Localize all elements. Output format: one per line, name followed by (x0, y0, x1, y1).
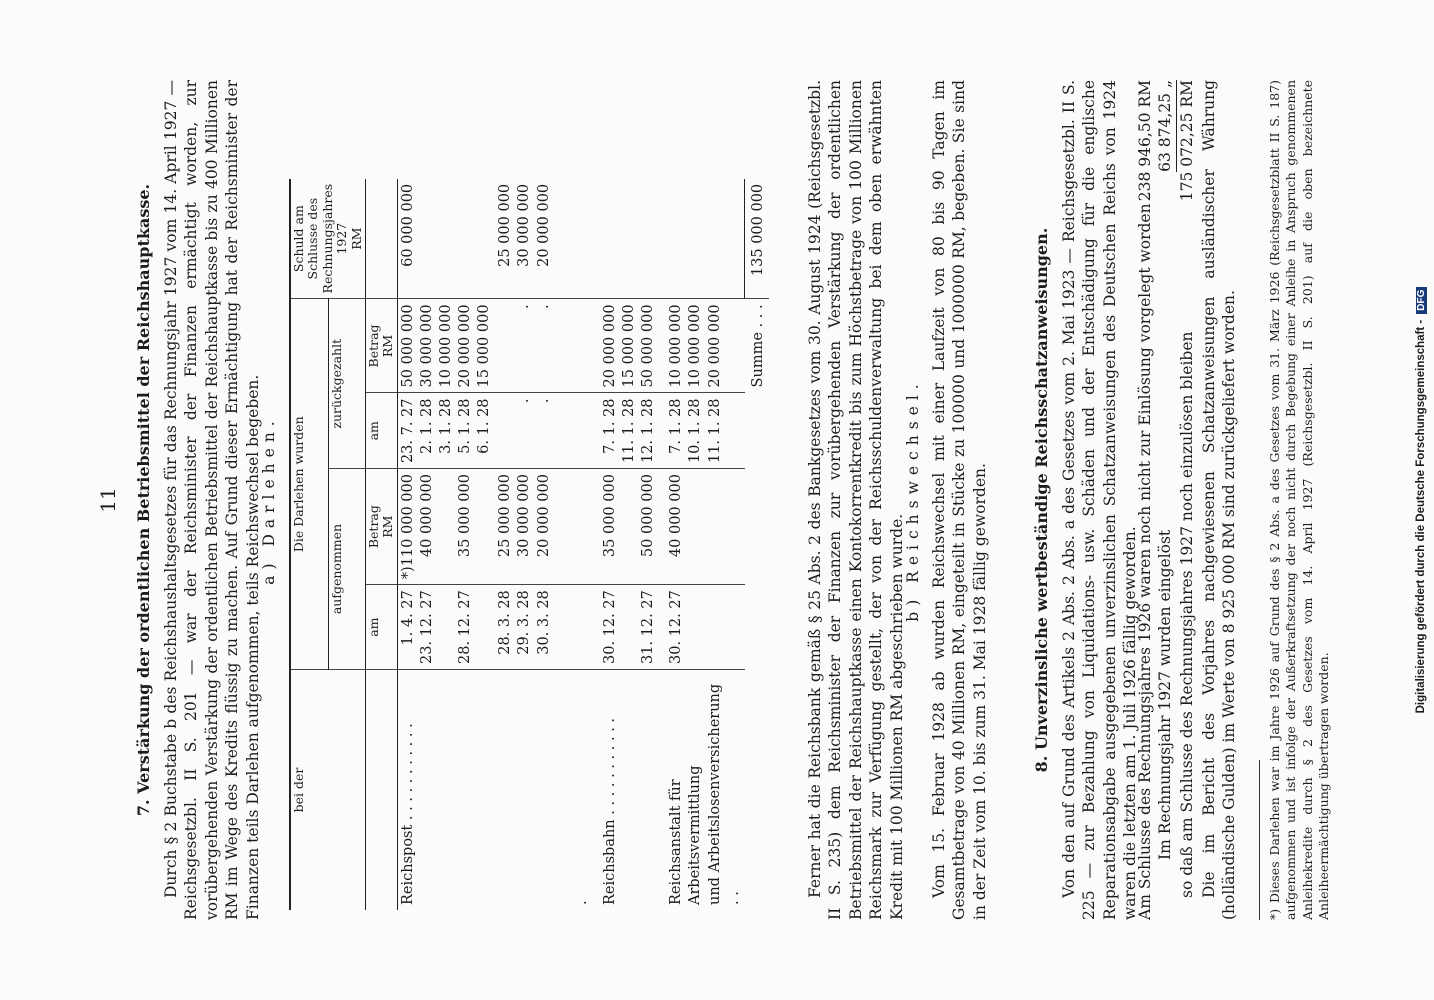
row-am2: . . (495, 393, 593, 469)
gulden-paragraph: Die im Bericht des Vorjahres nachgewiesenen Schatzanweisungen ausländischer Währung (holländische Gulden) im Werte von 8 925 000 RM sind zurückgeliefert worden. (1200, 80, 1239, 920)
loans-table-wrapper (289, 80, 769, 910)
row-am: 1. 4. 27 23. 12. 27 28. 12. 27 (397, 585, 495, 670)
table-row (659, 179, 745, 910)
spacer-cell (745, 469, 770, 585)
row-betrag2: . . (495, 299, 593, 393)
row-schuld: 25 000 000 30 000 000 20 000 000 (495, 179, 593, 299)
col-bei-header: bei der (290, 670, 365, 911)
col-betrag-header: Betrag RM (365, 469, 397, 585)
col-schuld-header: Schuld am Schlusse des Rechnungsjahres 1927 RM (290, 179, 365, 299)
einloesung-lines (1135, 80, 1197, 920)
row-am2: 7. 1. 28 11. 1. 28 12. 1. 28 (593, 393, 659, 469)
group-header: Die Darlehen wurden (290, 299, 328, 670)
summe-label: Summe . . . (749, 304, 766, 388)
summe-value: 135 000 000 (745, 179, 770, 299)
section-7-heading: 7. Verstärkung der ordentlichen Betriebsmittel der Reichshauptkasse. (134, 183, 153, 817)
line2-text: Im Rechnungsjahr 1927 wurden eingelöst (1156, 529, 1175, 860)
row-betrag2: 10 000 000 10 000 000 20 000 000 (659, 299, 745, 393)
row-am: 30. 12. 27 (659, 585, 745, 670)
row-am: 30. 12. 27 31. 12. 27 (593, 585, 659, 670)
footnote: *) Dieses Darlehen war im Jahre 1926 auf Grund des § 2 Abs. a des Gesetzes vom 31. März 1926 (Reichsgesetzblatt II S. 187) aufgenommen und ist infolge der Außerkraftsetzung der noch nicht durch Begebung einer Anleihe in Anspruch genommenen Anleihekredite durch § 2 des Gesetzes vom 14. April 1927 (Reichsgesetzbl. II S. 201) auf die oben bezeichnete Anleiheermächtigung übertragen worden. (1267, 80, 1331, 920)
line1-value: 238 946,50 RM (1136, 80, 1154, 202)
row-betrag: 35 000 000 50 000 000 (593, 469, 659, 585)
row-bei: Reichsbahn . . . . . . . . . . . (601, 717, 618, 905)
sub-zurueck-header: zurückgezahlt (328, 299, 365, 469)
row-am2: 7. 1. 28 10. 1. 28 11. 1. 28 (659, 393, 745, 469)
line2-value: 63 874,25 „ (1155, 80, 1176, 172)
row-schuld (659, 179, 745, 299)
row-betrag2: 50 000 000 30 000 000 10 000 000 20 000 000 15 000 000 (397, 299, 495, 393)
wechsel-paragraph: Vom 15. Februar 1928 ab wurden Reichswechsel mit einer Laufzeit von 80 bis 90 Tagen im Gesamtbetrage von 40 Millionen RM, eingeteilt in Stücke zu 100000 und 1000000 RM, begeben. Sie sind in der Zeit vom 10. bis zum 31. Mai 1928 fällig geworden. (930, 80, 989, 920)
col-am2-header: am (365, 393, 397, 469)
line3-text: so daß am Schlusse des Rechnungsjahres 1927 noch einzulösen bleiben (1177, 331, 1196, 898)
row-bei: Reichspost . . . . . . . . . . . (399, 723, 416, 905)
row-betrag: *)110 000 000 40 000 000 35 000 000 (397, 469, 495, 585)
spacer-cell (745, 670, 770, 911)
sidebar (1412, 8, 1434, 992)
section-8-heading: 8. Unverzinsliche wertbeständige Reichsschatzanweisungen. (1032, 227, 1051, 773)
row-am2: 23. 7. 27 2. 1. 28 3. 1. 28 5. 1. 28 6. 1. 28 (397, 393, 495, 469)
loans-table (289, 179, 769, 910)
row-am: 28. 3. 28 29. 3. 28 30. 3. 28 (495, 585, 593, 670)
footnote-rule (1259, 760, 1260, 920)
row-betrag: 40 000 000 (659, 469, 745, 585)
dfg-logo: DFG (1416, 287, 1427, 314)
section-8-paragraph: Von den auf Grund des Artikels 2 Abs. 2 Abs. a des Gesetzes vom 2. Mai 1923 — Reichsgesetzbl. II S. 225 — zur Bezahlung von Liquidations- usw. Schäden und der Entschädigung für die englische Reparationsabgabe ausgegebenen unverzinslichen Schatzanweisungen des Deutschen Reichs von 1924 waren die letzten am 1. Juli 1926 fällig geworden. (1060, 80, 1140, 920)
col-betrag2-header: Betrag RM (365, 299, 397, 393)
row-schuld: 60 000 000 (397, 179, 495, 299)
table-row (397, 179, 495, 910)
credit-text: Digitalisierung gefördert durch die Deutsche Forschungsgemeinschaft - (1415, 319, 1427, 714)
table-row (495, 179, 593, 910)
line3-value: 175 072,25 RM (1177, 80, 1196, 202)
page-number: 11 (96, 487, 120, 513)
row-bei: Reichsanstalt für Arbeitsvermittlung und Arbeitslosenversicherung . . (668, 683, 742, 905)
table-row (593, 179, 659, 910)
digitization-credit (1415, 8, 1431, 992)
row-schuld (593, 179, 659, 299)
row-betrag: 25 000 000 30 000 000 20 000 000 (495, 469, 593, 585)
row-betrag2: 20 000 000 15 000 000 50 000 000 (593, 299, 659, 393)
kontokorrent-paragraph: Ferner hat die Reichsbank gemäß § 25 Abs. 2 des Bankgesetzes vom 30. August 1924 (Reichsgesetzbl. II S. 235) dem Reichsminister der Finanzen zur vorübergehenden Verstärkung der ordentlichen Betriebsmittel der Reichshauptkasse einen Kontokorrentkredit bis zum Höchstbetrage von 100 Millionen Reichsmark zur Verfügung gestellt, der von der Reichsschuldenverwaltung bei dem oben erwähnten Kredit mit 100 Millionen RM abgeschrieben wurde. (806, 80, 906, 920)
spacer-cell (365, 179, 397, 299)
section-7-intro: Durch § 2 Buchstabe b des Reichshaushaltsgesetzes für das Rechnungsjahr 1927 vom 14. April 1927 — Reichsgesetzbl. II S. 201 — war der Reichsminister der Finanzen ermächtigt worden, zur vorübergehenden Verstärkung der ordentlichen Betriebsmittel der Reichshauptkasse bis zu 400 Millionen RM im Wege des Kredits flüssig zu machen. Auf Grund dieser Ermächtigung hat der Reichsminister der Finanzen teils Darlehen aufgenommen, teils Reichswechsel begeben. (162, 80, 262, 920)
row-bei: . (573, 900, 590, 905)
spacer-cell (365, 670, 397, 911)
sum-row (745, 179, 770, 910)
rotated-document-sheet (37, 20, 1397, 980)
sub-heading-wechsel: b) Reichswechsel. (904, 378, 922, 622)
line1-text: Am Schlusse des Rechnungsjahres 1926 waren noch nicht zur Einlösung vorgelegt worden (1136, 203, 1154, 920)
sub-aufgenommen-header: aufgenommen (328, 469, 365, 670)
col-am-header: am (365, 585, 397, 670)
spacer-cell (745, 585, 770, 670)
sub-heading-darlehen: a) Darlehen. (260, 415, 278, 585)
